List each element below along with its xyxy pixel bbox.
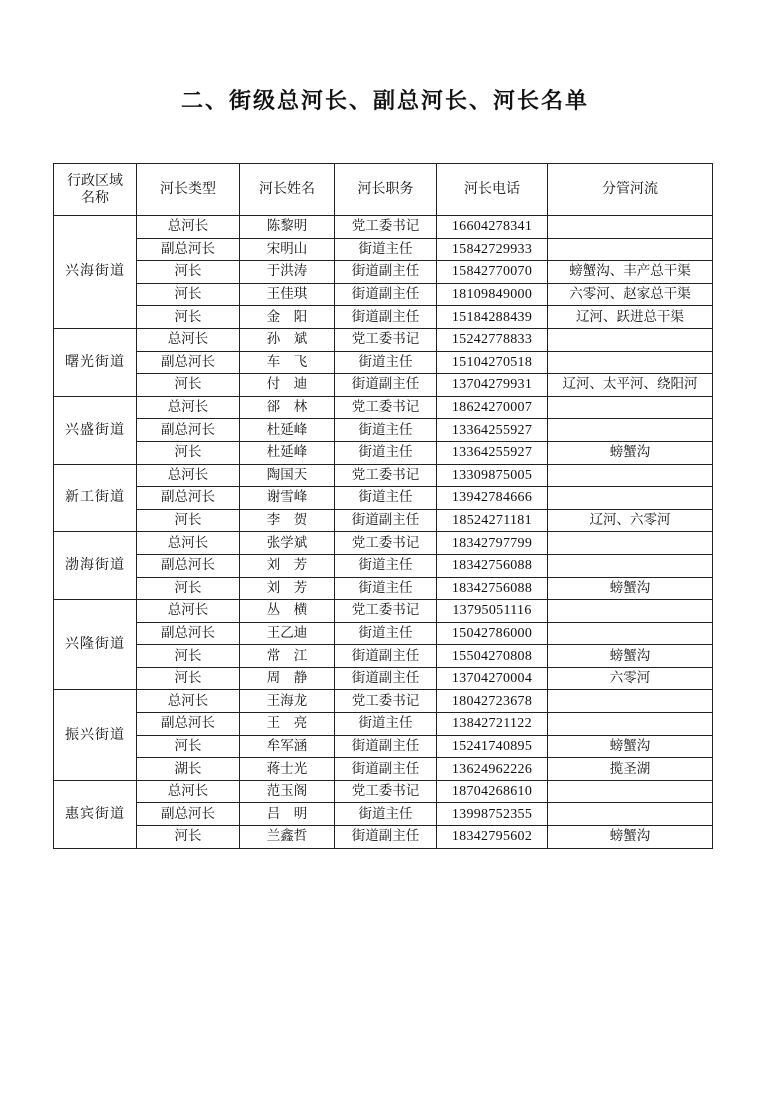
district-cell: 振兴街道 [54,690,137,780]
position-cell: 党工委书记 [335,328,437,351]
name-cell: 张学斌 [240,532,335,555]
rivers-cell [548,690,713,713]
rivers-cell: 六零河 [548,667,713,690]
phone-cell: 18704268610 [437,780,548,803]
position-cell: 街道副主任 [335,283,437,306]
name-cell: 王海龙 [240,690,335,713]
header-district-line1: 行政区域 [67,172,123,189]
name-cell: 王佳琪 [240,283,335,306]
name-cell: 谢雪峰 [240,487,335,510]
position-cell: 党工委书记 [335,600,437,623]
phone-cell: 13704270004 [437,667,548,690]
name-cell: 车 飞 [240,351,335,374]
type-cell: 副总河长 [137,351,240,374]
phone-cell: 18342795602 [437,826,548,849]
position-cell: 街道副主任 [335,509,437,532]
name-cell: 郤 林 [240,396,335,419]
rivers-cell: 揽圣湖 [548,758,713,781]
rivers-cell [548,351,713,374]
position-cell: 街道副主任 [335,261,437,284]
name-cell: 宋明山 [240,238,335,261]
table-row [54,351,713,374]
header-position: 河长职务 [335,164,437,216]
rivers-cell: 螃蟹沟 [548,735,713,758]
type-cell: 副总河长 [137,713,240,736]
phone-cell: 15042786000 [437,622,548,645]
table-row [54,532,713,555]
position-cell: 党工委书记 [335,216,437,239]
river-chief-table [53,163,713,849]
rivers-cell: 螃蟹沟 [548,577,713,600]
type-cell: 总河长 [137,216,240,239]
name-cell: 常 江 [240,645,335,668]
rivers-cell [548,532,713,555]
type-cell: 河长 [137,645,240,668]
type-cell: 总河长 [137,464,240,487]
table-row [54,283,713,306]
table-row [54,577,713,600]
position-cell: 街道主任 [335,554,437,577]
type-cell: 总河长 [137,690,240,713]
table-row [54,374,713,397]
position-cell: 党工委书记 [335,464,437,487]
table-row [54,238,713,261]
name-cell: 范玉阁 [240,780,335,803]
rivers-cell: 螃蟹沟 [548,826,713,849]
rivers-cell: 螃蟹沟、丰产总干渠 [548,261,713,284]
table-row [54,306,713,329]
rivers-cell: 螃蟹沟 [548,441,713,464]
rivers-cell [548,600,713,623]
rivers-cell [548,554,713,577]
rivers-cell: 辽河、跃进总干渠 [548,306,713,329]
table-row [54,826,713,849]
table-row [54,690,713,713]
name-cell: 刘 芳 [240,554,335,577]
position-cell: 街道主任 [335,713,437,736]
phone-cell: 13309875005 [437,464,548,487]
position-cell: 街道副主任 [335,374,437,397]
type-cell: 总河长 [137,396,240,419]
type-cell: 河长 [137,667,240,690]
name-cell: 蒋士光 [240,758,335,781]
position-cell: 街道副主任 [335,758,437,781]
phone-cell: 18342756088 [437,554,548,577]
rivers-cell [548,419,713,442]
table-row [54,509,713,532]
phone-cell: 13364255927 [437,419,548,442]
name-cell: 王 亮 [240,713,335,736]
rivers-cell [548,803,713,826]
type-cell: 副总河长 [137,419,240,442]
rivers-cell [548,238,713,261]
position-cell: 街道主任 [335,577,437,600]
phone-cell: 15104270518 [437,351,548,374]
type-cell: 河长 [137,374,240,397]
table-row [54,487,713,510]
table-row [54,554,713,577]
table-row [54,645,713,668]
name-cell: 孙 斌 [240,328,335,351]
position-cell: 街道副主任 [335,667,437,690]
name-cell: 王乙迪 [240,622,335,645]
phone-cell: 15842770070 [437,261,548,284]
position-cell: 街道主任 [335,487,437,510]
table-row [54,419,713,442]
table-row [54,600,713,623]
type-cell: 河长 [137,735,240,758]
type-cell: 总河长 [137,328,240,351]
district-cell: 兴盛街道 [54,396,137,464]
table-row [54,441,713,464]
phone-cell: 13795051116 [437,600,548,623]
position-cell: 街道主任 [335,238,437,261]
phone-cell: 15242778833 [437,328,548,351]
name-cell: 兰鑫哲 [240,826,335,849]
name-cell: 牟军涵 [240,735,335,758]
district-cell: 曙光街道 [54,328,137,396]
district-cell: 新工街道 [54,464,137,532]
position-cell: 街道副主任 [335,306,437,329]
phone-cell: 13998752355 [437,803,548,826]
phone-cell: 15184288439 [437,306,548,329]
table-row [54,261,713,284]
table-row [54,464,713,487]
table-body [54,216,713,849]
rivers-cell [548,216,713,239]
position-cell: 街道副主任 [335,735,437,758]
type-cell: 河长 [137,826,240,849]
phone-cell: 15842729933 [437,238,548,261]
rivers-cell: 六零河、赵家总干渠 [548,283,713,306]
district-cell: 兴海街道 [54,216,137,329]
rivers-cell: 辽河、六零河 [548,509,713,532]
table-header-row [54,164,713,216]
position-cell: 街道主任 [335,803,437,826]
rivers-cell [548,396,713,419]
table-row [54,216,713,239]
type-cell: 河长 [137,261,240,284]
name-cell: 周 静 [240,667,335,690]
position-cell: 街道主任 [335,622,437,645]
position-cell: 街道副主任 [335,645,437,668]
header-type: 河长类型 [137,164,240,216]
type-cell: 总河长 [137,780,240,803]
name-cell: 丛 横 [240,600,335,623]
phone-cell: 18342797799 [437,532,548,555]
position-cell: 党工委书记 [335,780,437,803]
type-cell: 副总河长 [137,554,240,577]
name-cell: 杜延峰 [240,441,335,464]
rivers-cell [548,713,713,736]
rivers-cell [548,780,713,803]
name-cell: 李 贺 [240,509,335,532]
name-cell: 陶国天 [240,464,335,487]
name-cell: 陈黎明 [240,216,335,239]
table-row [54,758,713,781]
position-cell: 街道主任 [335,441,437,464]
table-row [54,328,713,351]
name-cell: 杜延峰 [240,419,335,442]
name-cell: 付 迪 [240,374,335,397]
phone-cell: 18109849000 [437,283,548,306]
type-cell: 总河长 [137,600,240,623]
district-cell: 兴隆街道 [54,600,137,690]
type-cell: 副总河长 [137,487,240,510]
position-cell: 街道主任 [335,351,437,374]
type-cell: 副总河长 [137,622,240,645]
name-cell: 吕 明 [240,803,335,826]
rivers-cell: 螃蟹沟 [548,645,713,668]
header-name: 河长姓名 [240,164,335,216]
rivers-cell: 辽河、太平河、绕阳河 [548,374,713,397]
position-cell: 街道副主任 [335,826,437,849]
table-row [54,667,713,690]
type-cell: 副总河长 [137,803,240,826]
rivers-cell [548,487,713,510]
district-cell: 惠宾街道 [54,780,137,848]
header-district-line2: 名称 [81,189,109,206]
table-row [54,803,713,826]
table-row [54,396,713,419]
type-cell: 总河长 [137,532,240,555]
position-cell: 党工委书记 [335,690,437,713]
type-cell: 副总河长 [137,238,240,261]
type-cell: 河长 [137,577,240,600]
rivers-cell [548,622,713,645]
phone-cell: 18624270007 [437,396,548,419]
phone-cell: 15504270808 [437,645,548,668]
header-rivers: 分管河流 [548,164,713,216]
name-cell: 刘 芳 [240,577,335,600]
phone-cell: 15241740895 [437,735,548,758]
phone-cell: 18342756088 [437,577,548,600]
name-cell: 金 阳 [240,306,335,329]
rivers-cell [548,464,713,487]
name-cell: 于洪涛 [240,261,335,284]
district-cell: 渤海街道 [54,532,137,600]
phone-cell: 13942784666 [437,487,548,510]
table-row [54,735,713,758]
position-cell: 党工委书记 [335,532,437,555]
type-cell: 河长 [137,283,240,306]
table-row [54,713,713,736]
page-title: 二、街级总河长、副总河长、河长名单 [180,89,589,114]
rivers-cell [548,328,713,351]
phone-cell: 13624962226 [437,758,548,781]
phone-cell: 13842721122 [437,713,548,736]
phone-cell: 13704279931 [437,374,548,397]
type-cell: 河长 [137,441,240,464]
table-row [54,622,713,645]
type-cell: 湖长 [137,758,240,781]
phone-cell: 16604278341 [437,216,548,239]
type-cell: 河长 [137,509,240,532]
header-phone: 河长电话 [437,164,548,216]
phone-cell: 13364255927 [437,441,548,464]
phone-cell: 18524271181 [437,509,548,532]
type-cell: 河长 [137,306,240,329]
position-cell: 党工委书记 [335,396,437,419]
phone-cell: 18042723678 [437,690,548,713]
position-cell: 街道主任 [335,419,437,442]
table-row [54,780,713,803]
header-district [54,164,137,216]
